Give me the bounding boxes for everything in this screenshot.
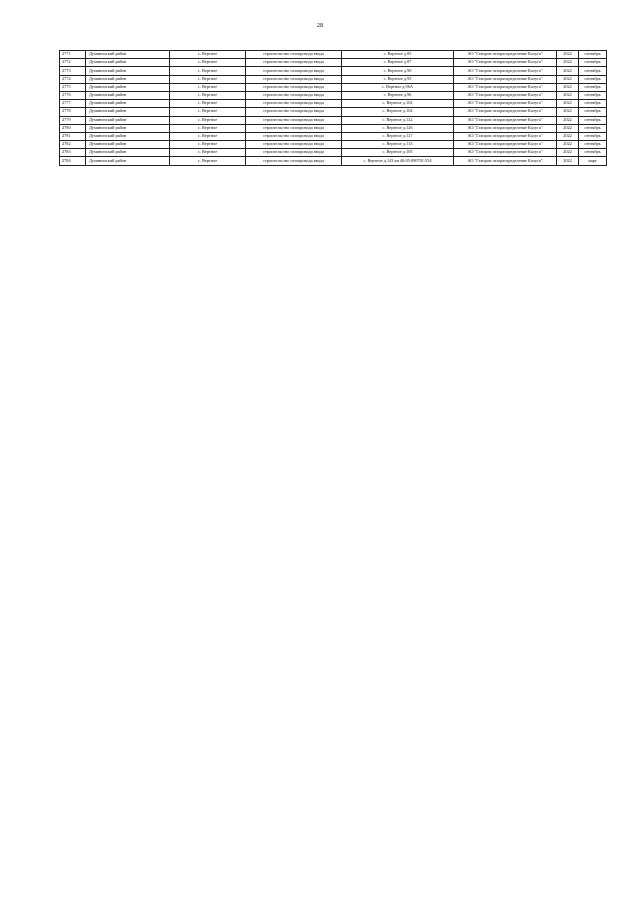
work-type-cell: строительство газопровода ввода [246,83,342,91]
district-cell: Думиничский район [86,67,170,75]
table-row [60,149,607,157]
district-cell: Думиничский район [86,116,170,124]
month-cell: сентябрь [579,132,607,140]
year-cell: 2022 [557,59,579,67]
executor-cell: АО "Газпром газораспределение Калуга" [454,100,557,108]
work-type-cell: строительство газопровода ввода [246,91,342,99]
address-cell: с. Вертное д.105 [342,149,454,157]
work-type-cell: строительство газопровода ввода [246,157,342,165]
year-cell: 2022 [557,83,579,91]
month-cell: сентябрь [579,91,607,99]
row-number: 2782 [60,141,86,149]
executor-cell: АО "Газпром газораспределение Калуга" [454,51,557,59]
year-cell: 2022 [557,149,579,157]
month-cell: сентябрь [579,100,607,108]
row-number: 2776 [60,91,86,99]
month-cell: сентябрь [579,67,607,75]
table-row [60,141,607,149]
work-type-cell: строительство газопровода ввода [246,141,342,149]
settlement-cell: с. Вертное [170,67,246,75]
executor-cell: АО "Газпром газораспределение Калуга" [454,67,557,75]
district-cell: Думиничский район [86,100,170,108]
row-number: 2774 [60,75,86,83]
district-cell: Думиничский район [86,75,170,83]
settlement-cell: с. Вертное [170,59,246,67]
settlement-cell: с. Вертное [170,149,246,157]
year-cell: 2022 [557,67,579,75]
district-cell: Думиничский район [86,51,170,59]
month-cell: сентябрь [579,51,607,59]
table-row [60,83,607,91]
settlement-cell: с. Вертное [170,116,246,124]
settlement-cell: с. Вертное [170,157,246,165]
executor-cell: АО "Газпром газораспределение Калуга" [454,132,557,140]
month-cell: сентябрь [579,141,607,149]
work-type-cell: строительство газопровода ввода [246,116,342,124]
year-cell: 2022 [557,132,579,140]
month-cell: сентябрь [579,75,607,83]
year-cell: 2022 [557,116,579,124]
address-cell: с. Вертное д.133 [342,141,454,149]
row-number: 2775 [60,83,86,91]
row-number: 2778 [60,108,86,116]
executor-cell: АО "Газпром газораспределение Калуга" [454,141,557,149]
work-type-cell: строительство газопровода ввода [246,67,342,75]
address-cell: с. Вертное д.85 [342,51,454,59]
executor-cell: АО "Газпром газораспределение Калуга" [454,75,557,83]
work-type-cell: строительство газопровода ввода [246,149,342,157]
executor-cell: АО "Газпром газораспределение Калуга" [454,116,557,124]
work-type-cell: строительство газопровода ввода [246,75,342,83]
month-cell: сентябрь [579,116,607,124]
work-type-cell: строительство газопровода ввода [246,51,342,59]
row-number: 2784 [60,157,86,165]
table-row [60,116,607,124]
gasification-schedule-table [59,50,607,166]
address-cell: с. Вертное д.90 [342,67,454,75]
month-cell: сентябрь [579,108,607,116]
settlement-cell: с. Вертное [170,108,246,116]
work-type-cell: строительство газопровода ввода [246,108,342,116]
table-row [60,108,607,116]
work-type-cell: строительство газопровода ввода [246,132,342,140]
district-cell: Думиничский район [86,124,170,132]
page-number: 28 [316,22,324,29]
row-number: 2781 [60,132,86,140]
row-number: 2777 [60,100,86,108]
district-cell: Думиничский район [86,108,170,116]
row-number: 2773 [60,67,86,75]
district-cell: Думиничский район [86,132,170,140]
year-cell: 2022 [557,108,579,116]
table-row [60,59,607,67]
year-cell: 2022 [557,91,579,99]
settlement-cell: с. Вертное [170,91,246,99]
district-cell: Думиничский район [86,157,170,165]
work-type-cell: строительство газопровода ввода [246,100,342,108]
year-cell: 2022 [557,75,579,83]
settlement-cell: с. Вертное [170,141,246,149]
address-cell: с. Вертное д.127 [342,132,454,140]
work-type-cell: строительство газопровода ввода [246,59,342,67]
table-row [60,75,607,83]
settlement-cell: с. Вертное [170,75,246,83]
row-number: 2780 [60,124,86,132]
year-cell: 2022 [557,100,579,108]
address-cell: с. Вертное д.102 [342,100,454,108]
table-row [60,100,607,108]
address-cell: с. Вертное д.122 [342,116,454,124]
table-row [60,157,607,165]
address-cell: с. Вертное д.126 [342,124,454,132]
year-cell: 2022 [557,141,579,149]
executor-cell: АО "Газпром газораспределение Калуга" [454,108,557,116]
executor-cell: АО "Газпром газораспределение Калуга" [454,91,557,99]
year-cell: 2022 [557,157,579,165]
row-number: 2779 [60,116,86,124]
executor-cell: АО "Газпром газораспределение Калуга" [454,59,557,67]
row-number: 2783 [60,149,86,157]
district-cell: Думиничский район [86,141,170,149]
address-cell: с. Вертное д.95 [342,75,454,83]
table-row [60,67,607,75]
district-cell: Думиничский район [86,83,170,91]
table-row [60,91,607,99]
month-cell: март [579,157,607,165]
row-number: 2772 [60,59,86,67]
address-cell: с. Вертное д.96А [342,83,454,91]
executor-cell: АО "Газпром газораспределение Калуга" [454,149,557,157]
table-row [60,124,607,132]
address-cell: с. Вертное д.96 [342,91,454,99]
executor-cell: АО "Газпром газораспределение Калуга" [454,83,557,91]
executor-cell: АО "Газпром газораспределение Калуга" [454,124,557,132]
year-cell: 2022 [557,124,579,132]
table-body [60,51,607,166]
settlement-cell: с. Вертное [170,100,246,108]
month-cell: сентябрь [579,124,607,132]
settlement-cell: с. Вертное [170,124,246,132]
table-row [60,51,607,59]
row-number: 2771 [60,51,86,59]
settlement-cell: с. Вертное [170,51,246,59]
month-cell: сентябрь [579,59,607,67]
address-cell: с. Вертное д.87 [342,59,454,67]
executor-cell: АО "Газпром газораспределение Калуга" [454,157,557,165]
district-cell: Думиничский район [86,149,170,157]
address-cell: с. Вертное д.104 [342,108,454,116]
month-cell: сентябрь [579,149,607,157]
district-cell: Думиничский район [86,91,170,99]
month-cell: сентябрь [579,83,607,91]
district-cell: Думиничский район [86,59,170,67]
work-type-cell: строительство газопровода ввода [246,124,342,132]
address-cell: с. Вертное д.143 кн 40:05:090701:554 [342,157,454,165]
table-row [60,132,607,140]
settlement-cell: с. Вертное [170,132,246,140]
year-cell: 2022 [557,51,579,59]
settlement-cell: с. Вертное [170,83,246,91]
